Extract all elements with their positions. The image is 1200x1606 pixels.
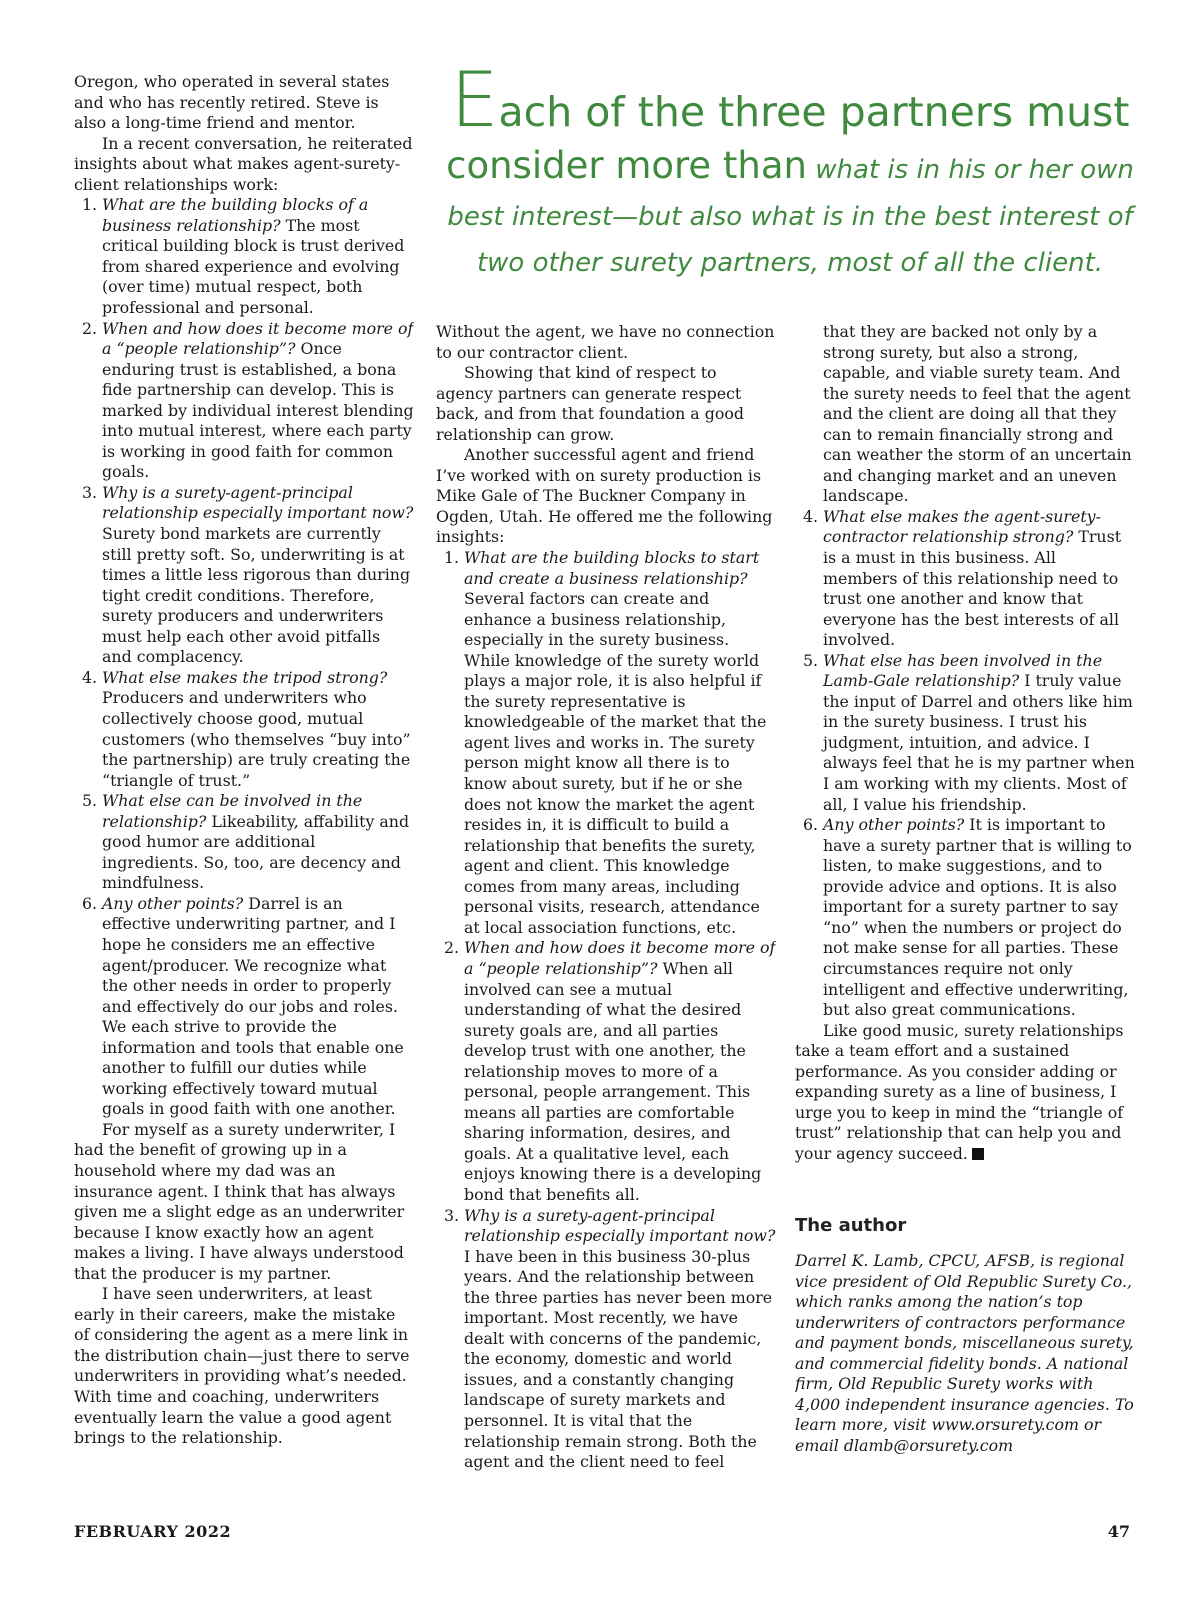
end-mark-icon xyxy=(972,1148,984,1160)
article-column-1 xyxy=(74,72,414,1562)
footer-date: FEBRUARY 2022 xyxy=(74,1522,232,1541)
paragraph-continued: that they are backed not only by a strong surety, but also a strong, capable, and viable surety team. And the surety needs to feel that the agent and the client are doing all that they can to remain financially strong and can weather the storm of an uncertain and changing market and an uneven landscape. xyxy=(823,322,1132,506)
insights-list-mike xyxy=(436,548,776,1473)
paragraph: Oregon, who operated in several states and who has recently retired. Steve is also a long-time friend and mentor. xyxy=(74,72,390,133)
paragraph: For myself as a surety underwriter, I had the benefit of growing up in a household where my dad was an insurance agent. I think that has always given me a slight edge as an underwriter because I know exactly how an agent makes a living. I have always understood that the producer is my partner. xyxy=(74,1119,405,1283)
pull-quote-line-3: best interest—but also what is in the best interest of xyxy=(447,202,1133,232)
pull-quote xyxy=(430,55,1150,286)
list-item: 6. Any other points? It is important to have a surety partner that is willing to listen, to make suggestions, and to provide advice and options. It is also important for a surety partner to say “no” when the numbers or project do not make sense for all parties. These circumstances require not only intelligent and effective underwriting, but also great communications. xyxy=(803,815,1132,1020)
pull-quote-line-1: Each of the three partners must xyxy=(450,55,1130,144)
list-item: 2. When and how does it become more of a “people relationship”? When all involved can see a mutual understanding of what the desired surety goals are, and all parties develop trust with one another, the relationship moves to more of a personal, people arrangement. This means all parties are comfortable sharing information, desires, and goals. At a qualitative level, each enjoys knowing there is a developing bond that benefits all. xyxy=(444,938,776,1204)
list-item: 6. Any other points? Darrel is an effective underwriting partner, and I hope he considers me an effective agent/producer. We recognize what the other needs in order to properly and effectively do our jobs and roles. We each strive to provide the information and tools that enable one another to fulfill our duties while working effectively toward mutual goals in good faith with one another. xyxy=(82,893,404,1119)
pull-quote-line-4: two other surety partners, most of all the client. xyxy=(476,248,1104,278)
insights-list-mike-cont xyxy=(795,507,1135,1021)
paragraph: Another successful agent and friend I’ve worked with on surety production is Mike Gale of The Buckner Company in Ogden, Utah. He offered me the following insights: xyxy=(436,445,773,547)
list-item: 3. Why is a surety-agent-principal relationship especially important now? Surety bond markets are currently still pretty soft. So, underwriting is at times a little less rigorous than during tight credit conditions. Therefore, surety producers and underwriters must help each other avoid pitfalls and complacency. xyxy=(82,482,414,667)
list-item: 1. What are the building blocks of a business relationship? The most critical building block is trust derived from shared experience and evolving (over time) mutual respect, both professional and personal. xyxy=(82,195,405,318)
pull-quote-drop-cap: E xyxy=(450,55,499,144)
insights-list-steve xyxy=(74,195,414,1120)
list-item: 4. What else makes the tripod strong? Producers and underwriters who collectively choose good, mutual customers (who themselves “buy into” the partnership) are truly creating the “triangle of trust.” xyxy=(82,667,411,790)
list-item: 4. What else makes the agent-surety-contractor relationship strong? Trust is a must in this business. All members of this relationship need to trust one another and know that everyone has the best interests of all involved. xyxy=(803,506,1122,650)
article-column-3 xyxy=(795,322,1135,1562)
list-item: 1. What are the building blocks to start and create a business relationship? Several factors can create and enhance a business relationship, especially in the surety business. While knowledge of the surety world plays a major role, it is also helpful if the surety representative is knowledgeable of the market that the agent lives and works in. The surety person might know all there is to know about surety, but if he or she does not know the market the agent resides in, it is difficult to build a relationship that benefits the surety, agent and client. This knowledge comes from many areas, including personal visits, research, attendance at local association functions, etc. xyxy=(444,548,767,937)
list-item: 2. When and how does it become more of a “people relationship”? Once enduring trust is established, a bona fide partnership can develop. This is marked by individual interest blending into mutual interest, where each party is working in good faith for common goals. xyxy=(82,318,414,482)
list-item: 5. What else can be involved in the relationship? Likeability, affability and good humor are additional ingredients. So, too, are decency and mindfulness. xyxy=(82,791,410,893)
paragraph: Showing that kind of respect to agency partners can generate respect back, and from that foundation a good relationship can grow. xyxy=(436,363,744,444)
paragraph: Without the agent, we have no connection to our contractor client. xyxy=(436,322,775,362)
author-bio: Darrel K. Lamb, CPCU, AFSB, is regional vice president of Old Republic Surety Co., which ranks among the nation’s top underwriters of contractors performance and payment bonds, miscellaneous surety, and commercial fidelity bonds. A national firm, Old Republic Surety works with 4,000 independent insurance agencies. To learn more, visit www.orsurety.com or email dlamb@orsurety.com xyxy=(795,1250,1134,1455)
pull-quote-line-2: consider more than what is in his or her own xyxy=(446,144,1134,187)
paragraph: In a recent conversation, he reiterated insights about what makes agent-surety-client relationships work: xyxy=(74,133,413,194)
list-item: 3. Why is a surety-agent-principal relationship especially important now? I have been in this business 30-plus years. And the relationship between the three parties has never been more important. Most recently, we have dealt with concerns of the pandemic, the economy, domestic and world issues, and a constantly changing landscape of surety markets and personnel. It is vital that the relationship remain strong. Both the agent and the client need to feel xyxy=(444,1205,776,1472)
page-number: 47 xyxy=(1107,1522,1130,1541)
list-item: 5. What else has been involved in the Lamb-Gale relationship? I truly value the input of Darrel and others like him in the surety business. I trust his judgment, intuition, and advice. I always feel that he is my partner when I am working with my clients. Most of all, I value his friendship. xyxy=(803,650,1135,814)
author-heading: The author xyxy=(795,1215,907,1237)
closing-paragraph: Like good music, surety relationships take a team effort and a sustained performance. As you consider adding or expanding surety as a line of business, I urge you to keep in mind the “triangle of trust” relationship that can help you and your agency succeed. xyxy=(795,1020,1124,1163)
article-column-2 xyxy=(436,322,776,1562)
paragraph: I have seen underwriters, at least early in their careers, make the mistake of considering the agent as a mere link in the distribution chain—just there to serve underwriters in providing what’s needed. With time and coaching, underwriters eventually learn the value a good agent brings to the relationship. xyxy=(74,1284,410,1448)
